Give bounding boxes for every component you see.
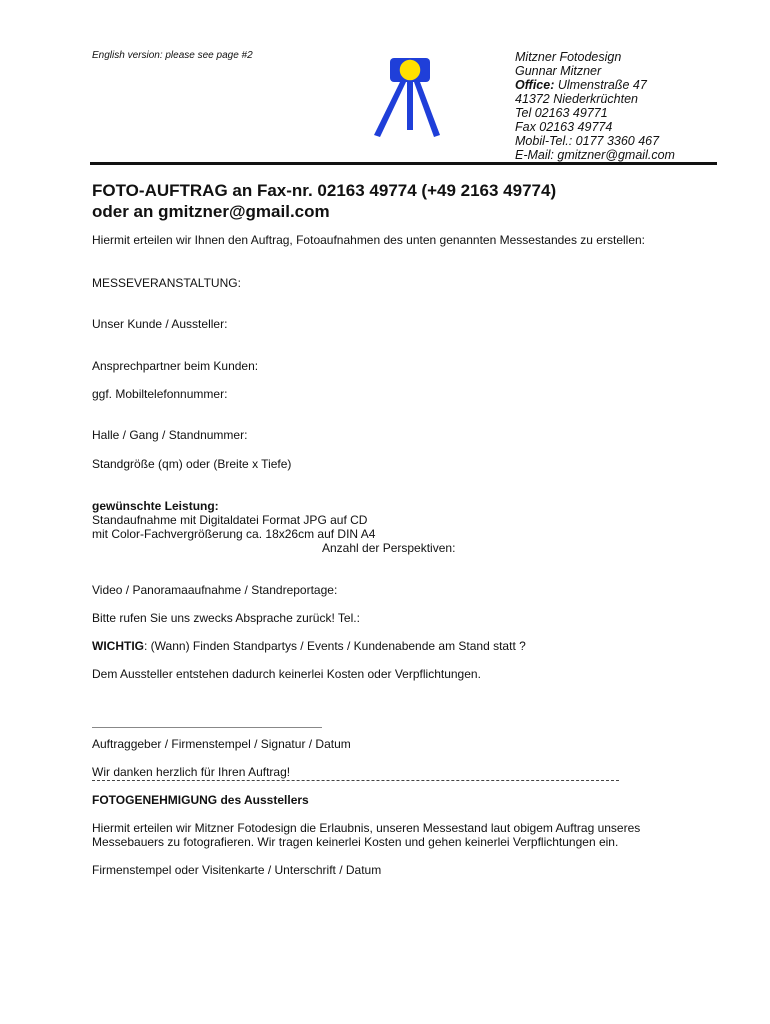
owner-name: Gunnar Mitzner — [515, 64, 602, 78]
important-label: WICHTIG — [92, 639, 144, 653]
approval-title: FOTOGENEHMIGUNG des Ausstellers — [92, 793, 309, 807]
callback-field: Bitte rufen Sie uns zwecks Absprache zurück! Tel.: — [92, 611, 360, 625]
mobile-phone: Mobil-Tel.: 0177 3360 467 — [515, 134, 660, 148]
approval-signature-label: Firmenstempel oder Visitenkarte / Unterschrift / Datum — [92, 863, 382, 877]
page-title — [92, 180, 556, 222]
important-text: : (Wann) Finden Standpartys / Events / Kundenabende am Stand statt ? — [144, 639, 526, 653]
fax: Fax 02163 49774 — [515, 120, 613, 134]
office-street: Ulmenstraße 47 — [557, 78, 647, 92]
mobile-field: ggf. Mobiltelefonnummer: — [92, 387, 228, 401]
stand-size-field: Standgröße (qm) oder (Breite x Tiefe) — [92, 457, 292, 471]
thanks-text: Wir danken herzlich für Ihren Auftrag! — [92, 765, 291, 779]
customer-field: Unser Kunde / Aussteller: — [92, 317, 228, 331]
signature-label: Auftraggeber / Firmenstempel / Signatur / Datum — [92, 737, 351, 751]
hall-field: Halle / Gang / Standnummer: — [92, 428, 248, 442]
office-label: Office: — [515, 78, 555, 92]
english-version-note: English version: please see page #2 — [92, 50, 253, 61]
service-line-2: mit Color-Fachvergrößerung ca. 18x26cm auf DIN A4 — [92, 527, 376, 541]
email: E-Mail: gmitzner@gmail.com — [515, 148, 675, 162]
service-line-1: Standaufnahme mit Digitaldatei Format JPG auf CD — [92, 513, 368, 527]
event-field: MESSEVERANSTALTUNG: — [92, 276, 241, 290]
title-line-1: FOTO-AUFTRAG an Fax-nr. 02163 49774 (+49 2163 49774) — [92, 181, 557, 200]
signature-line — [92, 727, 322, 728]
title-line-2: oder an gmitzner@gmail.com — [92, 202, 330, 221]
video-field: Video / Panoramaaufnahme / Standreportage: — [92, 583, 338, 597]
contact-person-field: Ansprechpartner beim Kunden: — [92, 359, 259, 373]
service-title: gewünschte Leistung: — [92, 499, 219, 513]
cut-line — [92, 780, 619, 781]
office-city: 41372 Niederkrüchten — [515, 92, 638, 106]
perspectives-field: Anzahl der Perspektiven: — [322, 541, 456, 555]
no-cost-text: Dem Aussteller entstehen dadurch keinerlei Kosten oder Verpflichtungen. — [92, 667, 481, 681]
intro-text: Hiermit erteilen wir Ihnen den Auftrag, Fotoaufnahmen des unten genannten Messestandes zu erstellen: — [92, 233, 646, 247]
header-divider — [90, 162, 717, 165]
company-name: Mitzner Fotodesign — [515, 50, 622, 64]
approval-text: Hiermit erteilen wir Mitzner Fotodesign die Erlaubnis, unseren Messestand laut obigem Auftrag unseres Messebauers zu fotografieren. Wir tragen keinerlei Kosten und gehen keinerlei Verpflichtungen ein. — [92, 821, 641, 849]
camera-tripod-logo — [370, 50, 440, 140]
contact-block — [515, 50, 675, 162]
phone: Tel 02163 49771 — [515, 106, 608, 120]
